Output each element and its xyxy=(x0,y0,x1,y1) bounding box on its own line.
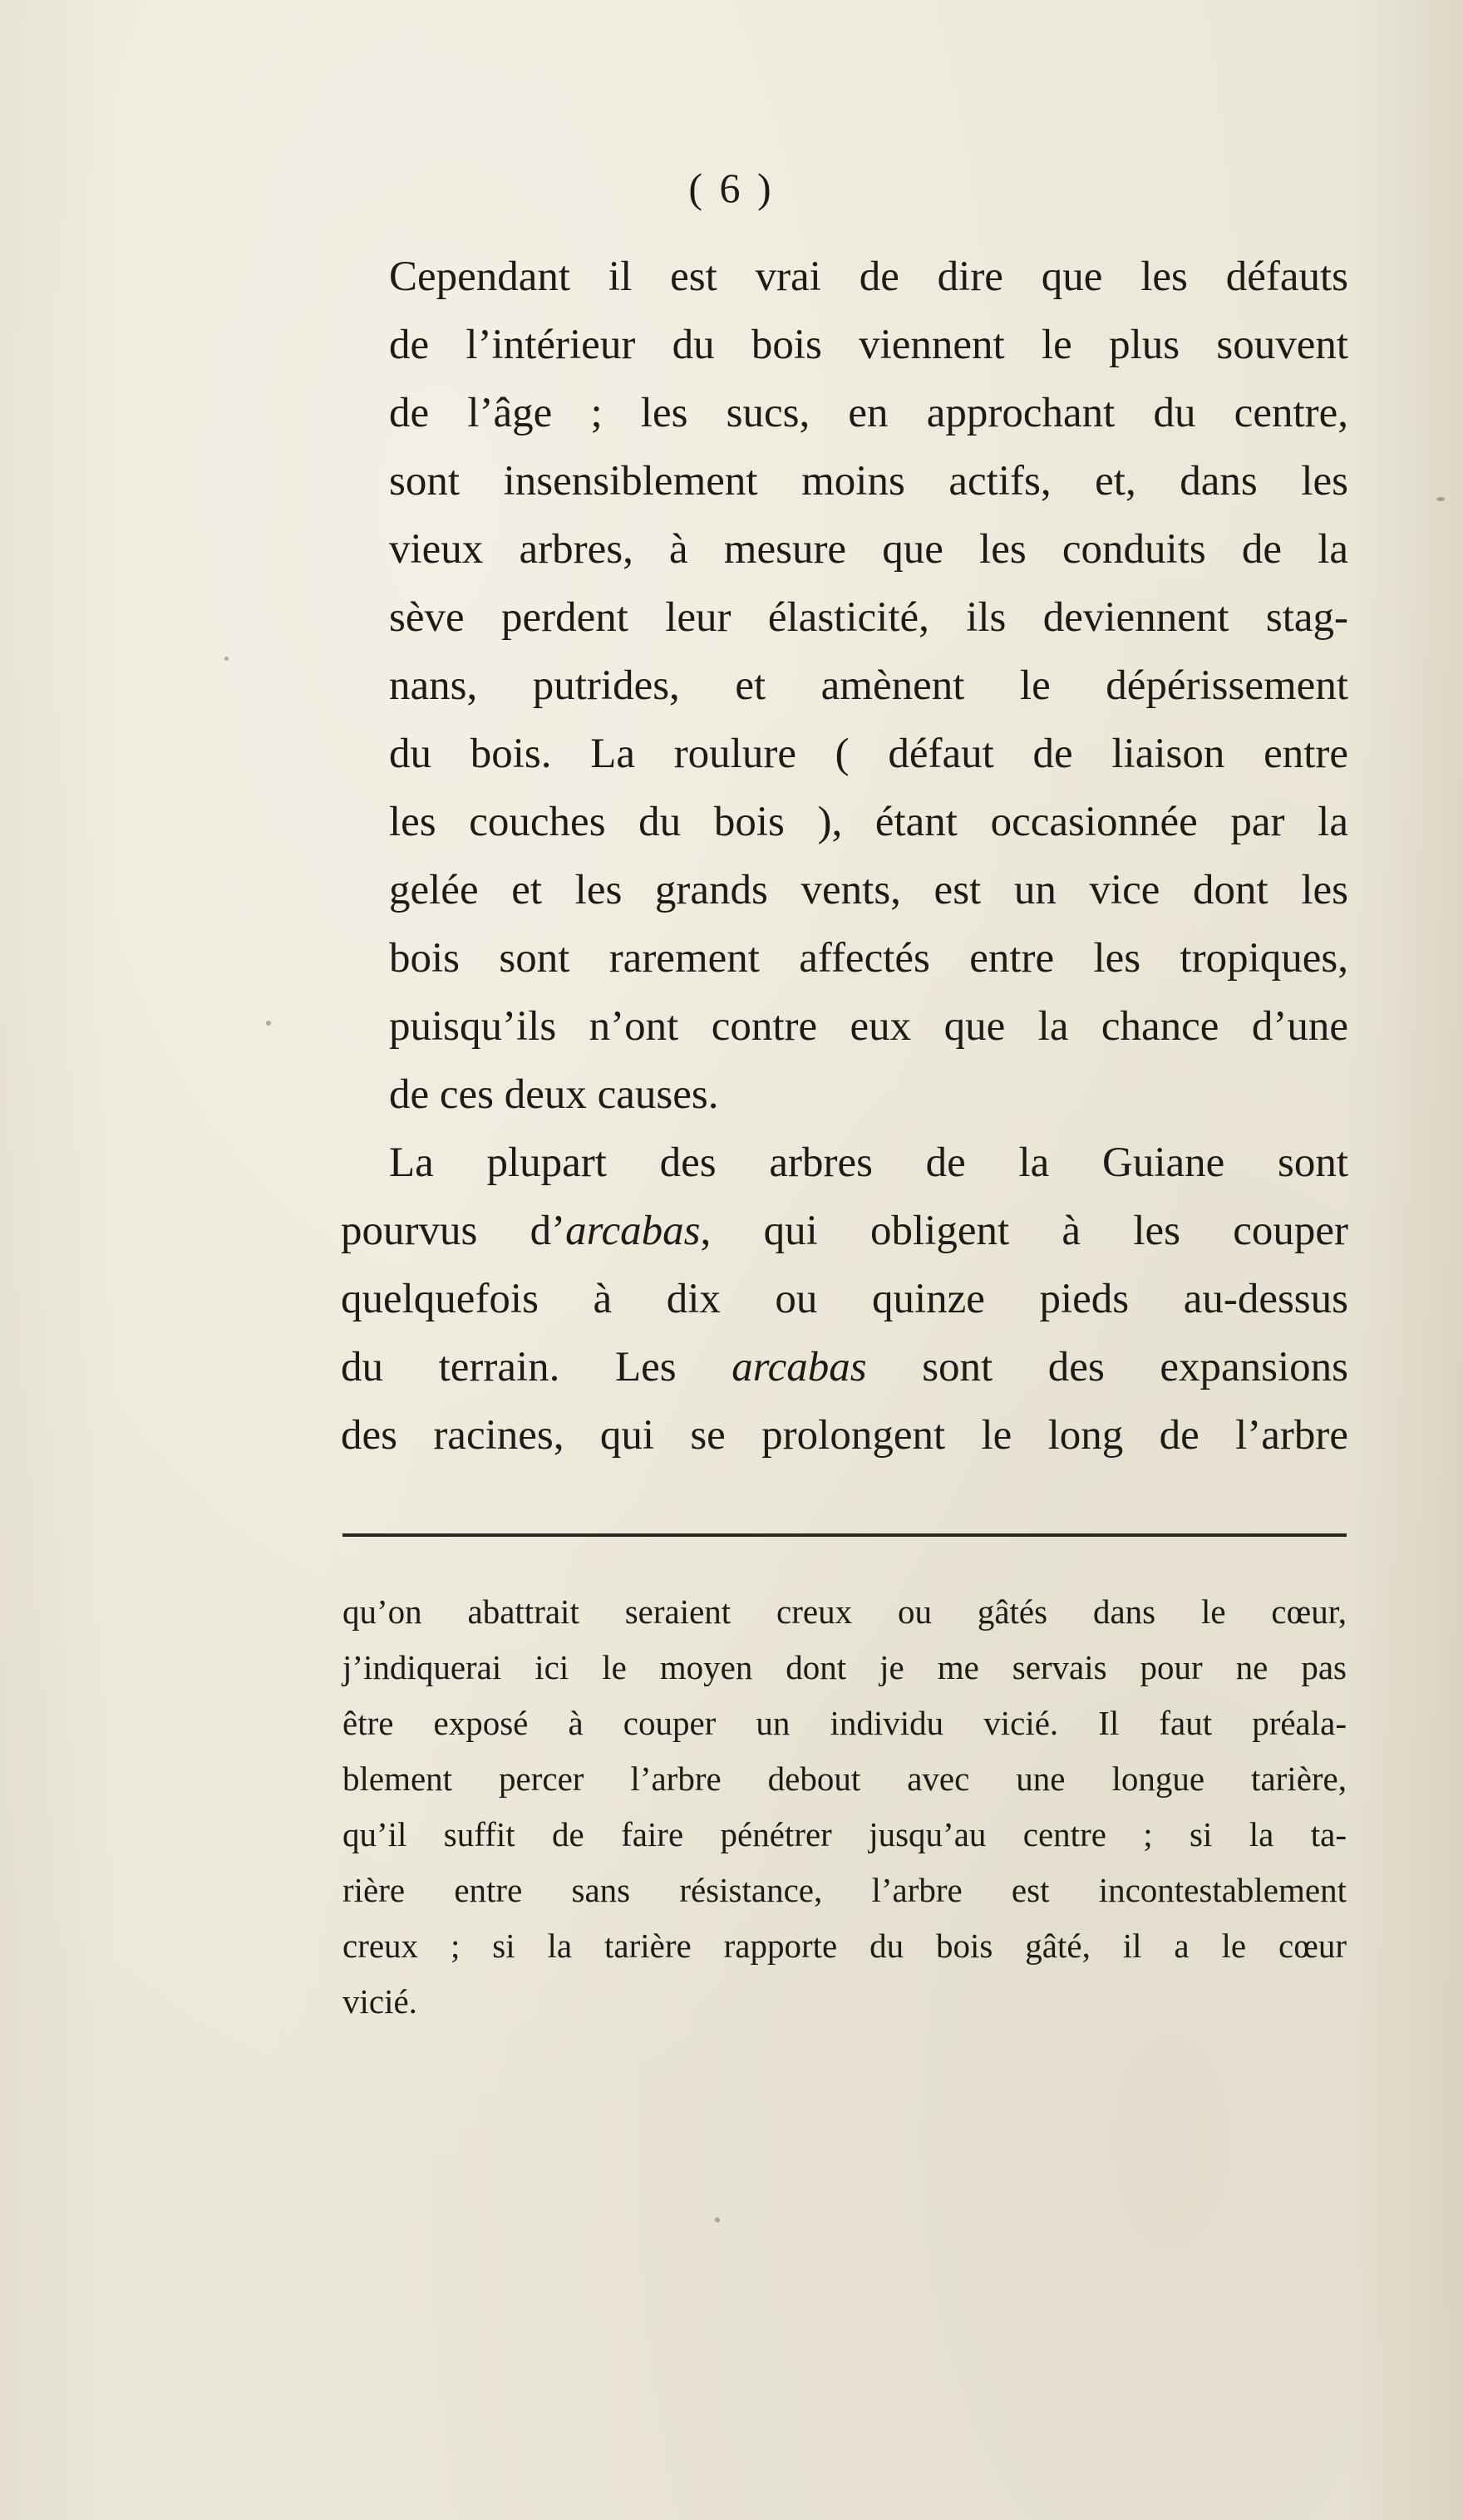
text-line: vieux arbres, à mesure que les conduits de la xyxy=(389,526,1348,573)
footnote-line: j’indiquerai ici le moyen dont je me servais pour ne pas xyxy=(342,1648,1347,1686)
text-run: du terrain. Les xyxy=(341,1344,732,1390)
text-line: Cependant il est vrai de dire que les défauts xyxy=(389,253,1348,300)
text-run: pourvus d’ xyxy=(341,1208,566,1254)
text-line: puisqu’ils n’ont contre eux que la chance d’une xyxy=(389,1003,1348,1050)
footnote-line: qu’on abattrait seraient creux ou gâtés dans le cœur, xyxy=(342,1592,1347,1631)
text-line: de ces deux causes. xyxy=(389,1071,719,1118)
footnote-line: être exposé à couper un individu vicié. Il faut préala- xyxy=(342,1704,1347,1742)
text-line: sève perdent leur élasticité, ils deviennent stag- xyxy=(389,594,1348,641)
text-line xyxy=(341,1197,1348,1265)
footnote-separator-rule xyxy=(342,1533,1347,1537)
text-line: La plupart des arbres de la Guiane sont xyxy=(389,1139,1348,1186)
page-number: ( 6 ) xyxy=(688,165,775,211)
paper-speck xyxy=(715,2217,720,2222)
footnote xyxy=(342,1584,1347,2030)
footnote-line: rière entre sans résistance, l’arbre est incontestablement xyxy=(342,1871,1347,1909)
text-line: les couches du bois ), étant occasionnée par la xyxy=(389,799,1348,845)
text-line: de l’âge ; les sucs, en approchant du centre, xyxy=(389,390,1348,436)
text-line: sont insensiblement moins actifs, et, dans les xyxy=(389,458,1348,504)
text-line: de l’intérieur du bois viennent le plus souvent xyxy=(389,322,1348,368)
paragraph-2 xyxy=(341,1129,1348,1469)
text-line: nans, putrides, et amènent le dépérissement xyxy=(389,662,1348,709)
page-header xyxy=(0,0,1463,249)
text-run: , qui obligent à les couper xyxy=(700,1208,1348,1254)
paper-speck xyxy=(224,657,229,661)
text-line: des racines, qui se prolongent le long de l’arbre xyxy=(341,1412,1348,1459)
body-text xyxy=(341,243,1348,1469)
text-line xyxy=(341,1333,1348,1401)
text-line: gelée et les grands vents, est un vice dont les xyxy=(389,867,1348,913)
text-line: du bois. La roulure ( défaut de liaison entre xyxy=(389,731,1348,777)
italic-term: arcabas xyxy=(732,1344,867,1390)
paragraph-1 xyxy=(341,243,1348,1129)
paper-speck xyxy=(1436,497,1445,501)
text-line: quelquefois à dix ou quinze pieds au-dessus xyxy=(341,1276,1348,1322)
text-run: sont des expansions xyxy=(866,1344,1348,1390)
footnote-line: qu’il suffit de faire pénétrer jusqu’au centre ; si la ta- xyxy=(342,1815,1347,1853)
footnote-line: blement percer l’arbre debout avec une longue tarière, xyxy=(342,1760,1347,1798)
footnote-line: creux ; si la tarière rapporte du bois gâté, il a le cœur xyxy=(342,1927,1347,1965)
text-line: bois sont rarement affectés entre les tropiques, xyxy=(389,935,1348,982)
footnote-line: vicié. xyxy=(342,1982,417,2020)
italic-term: arcabas xyxy=(565,1208,701,1254)
paper-speck xyxy=(266,1021,271,1026)
